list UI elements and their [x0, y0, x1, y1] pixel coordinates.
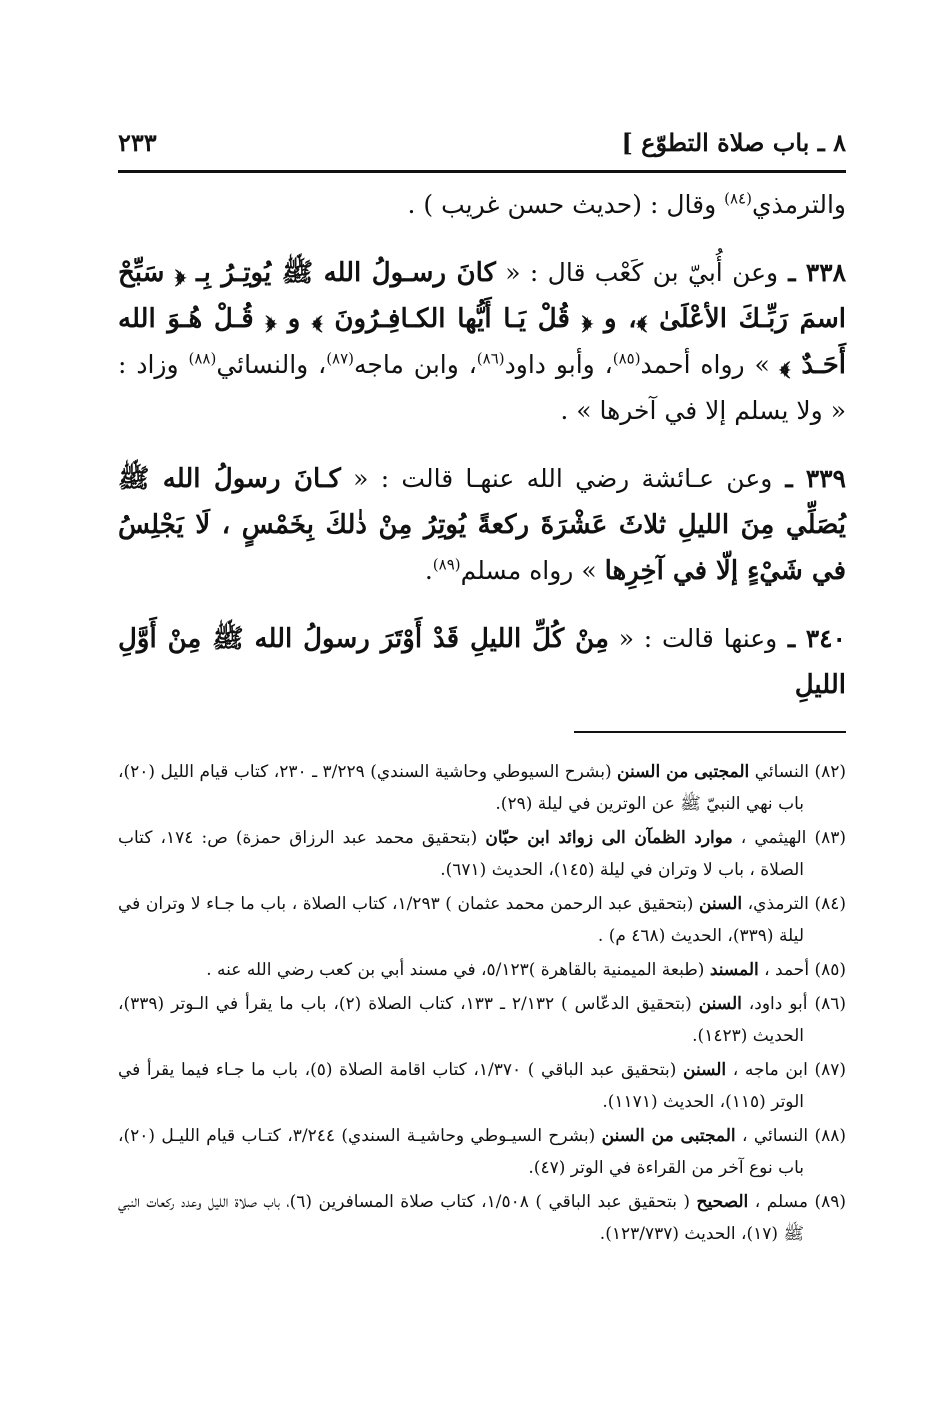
- footnote-source-title: المجتبى من السنن: [617, 762, 750, 782]
- intro-text-2: وقال : (حديث حسن غريب ) .: [407, 190, 725, 219]
- footnote-ref: (٨٥): [612, 349, 641, 368]
- hadith-end: .: [424, 556, 433, 585]
- hadith-quote: كـانَ رسولُ الله ﷺ يُصَلِّي مِنَ الليلِ ثلاثَ عَشْرَةَ ركعةً يُوتِرُ مِنْ ذٰلكَ بِخَمْسٍ ، لَا يَجْلِسُ في شَيْءٍ إلّا في آخِرِها: [118, 464, 846, 586]
- hadith-339: [118, 456, 846, 594]
- hadith-source: ، وأبو داود: [504, 350, 613, 379]
- footnote-text: النسائي ،: [735, 1126, 815, 1146]
- footnote-ref: (٨٦): [476, 349, 505, 368]
- main-text: [118, 182, 846, 708]
- footnote-source-title: موارد الظمآن الى زوائد ابن حبّان: [485, 828, 733, 848]
- hadith-source: » رواه مسلم: [460, 556, 605, 585]
- footnote-text: أحمد ،: [758, 960, 815, 980]
- footnote-source-title: المجتبى من السنن: [601, 1126, 736, 1146]
- header-rule: [118, 170, 846, 173]
- footnote-text: (طبعة الميمنية بالقاهرة )٥/١٢٣، في مسند أبي بن كعب رضي الله عنه .: [206, 960, 710, 980]
- footnote-text: ( بتحقيق عبد الباقي ) ١/٥٠٨، كتاب صلاة المسافرين (٦)، باب صلاة الليل وعدد ركعات النبي ﷺ (١٧)، الحديث (١٢٣/٧٣٧).: [118, 1192, 804, 1244]
- hadith-source: ، والنسائي: [216, 350, 327, 379]
- footnote-ref: (٨٨): [188, 349, 217, 368]
- hadith-narrator: وعن أُبيّ بن كَعْب قال : «: [495, 258, 779, 287]
- footnote: [118, 954, 846, 986]
- chapter-title: ٨ ـ باب صلاة التطوّع ]: [621, 127, 846, 157]
- intro-paragraph: [118, 182, 846, 228]
- footnote-text: الترمذي،: [742, 894, 815, 914]
- footnote-text: النسائي: [749, 762, 815, 782]
- footnote-source-title: السنن: [683, 1060, 727, 1080]
- footnote-text: أبو داود،: [741, 994, 815, 1014]
- footnote-text: (بتحقيق محمد عبد الرزاق حمزة) ص: ١٧٤، كتاب الصلاة ، باب لا وتران في ليلة (١٤٥)، الحديث (٦٧١).: [118, 828, 804, 880]
- footnote-number: (٨٢): [814, 762, 847, 782]
- footnote-number: (٨٣): [814, 828, 846, 848]
- hadith-quote: كانَ رسـولُ الله ﷺ يُوتِـرُ بِـ ﴿ سَبِّحْ اسمَ رَبِّـكَ الأعْلَىٰ ﴾، و ﴿ قُلْ يَـا أَيُّها الكـافِـرُونَ ﴾ و ﴿ قُـلْ هُـوَ الله أَحَـدٌ ﴾: [118, 258, 846, 380]
- page-number: ٢٣٣: [118, 127, 157, 157]
- footnote-number: (٨٧): [814, 1060, 846, 1080]
- footnote-number: (٨٦): [814, 994, 846, 1014]
- footnote-text: (بشرح السيـوطي وحاشيـة السندي) ٣/٢٤٤، كتـاب قيام الليـل (٢٠)، باب نوع آخر من القراءة في الوتر (٤٧).: [118, 1126, 804, 1178]
- footnote-number: (٨٨): [814, 1126, 846, 1146]
- hadith-number: ٣٣٩ ـ: [772, 464, 846, 493]
- footnote-source-title: السنن: [698, 994, 742, 1014]
- hadith-number: ٣٣٨ ـ: [778, 258, 847, 287]
- footnote: [118, 756, 846, 820]
- footnote: [118, 988, 846, 1052]
- footnote: [118, 822, 846, 886]
- footnote: [118, 1120, 846, 1184]
- footnote-text: (بتحقيق الدعّاس ) ٢/١٣٢ ـ ١٣٣، كتاب الصلاة (٢)، باب ما يقرأ في الـوتر (٣٣٩)، الحديث (١٤٢٣).: [118, 994, 804, 1046]
- footnote-text: الهيثمي ،: [732, 828, 815, 848]
- footnote-source-title: السنن: [698, 894, 743, 914]
- footnote-text: مسلم ،: [748, 1192, 815, 1212]
- hadith-narrator: وعنها قالت : «: [608, 624, 778, 653]
- footnote-ref: (٨٩): [432, 555, 461, 574]
- hadith-addition: وزاد : « ولا يسلم إلا في آخرها » .: [118, 350, 846, 425]
- footnote: [118, 1054, 846, 1118]
- footnote-text: (بتحقيق عبد الرحمن محمد عثمان ) ١/٢٩٣، كتاب الصلاة ، باب ما جـاء لا وتران في ليلة (٣٣٩)، الحديث (٤٦٨ م) .: [118, 894, 804, 946]
- intro-text: والترمذي: [751, 190, 846, 219]
- footnote-source-title: الصحيح: [696, 1192, 749, 1212]
- footnote: [118, 1186, 846, 1250]
- footnote-number: (٨٤): [814, 894, 847, 914]
- footnote-ref: (٨٧): [326, 349, 355, 368]
- hadith-number: ٣٤٠ ـ: [777, 624, 846, 653]
- hadith-quote: مِنْ كُلِّ الليلِ قَدْ أَوْتَرَ رسولُ الله ﷺ مِنْ أَوَّلِ الليلِ: [118, 624, 846, 700]
- footnote-source-title: المسند: [709, 960, 759, 980]
- hadith-340: [118, 616, 846, 708]
- hadith-source: » رواه أحمد: [640, 350, 780, 379]
- hadith-narrator: وعن عـائشة رضي الله عنهـا قالت : «: [340, 464, 773, 493]
- footnotes: [118, 756, 846, 1252]
- footnote: [118, 888, 846, 952]
- hadith-source: ، وابن ماجه: [354, 350, 477, 379]
- hadith-338: [118, 250, 846, 434]
- footnote-text: (بتحقيق عبد الباقي ) ١/٣٧٠، كتاب اقامة الصلاة (٥)، باب ما جـاء فيما يقرأ في الوتر (١١٥)، الحديث (١١٧١).: [118, 1060, 804, 1112]
- footnote-rule: [574, 731, 846, 733]
- footnote-number: (٨٩): [814, 1192, 846, 1212]
- footnote-text: ابن ماجه ،: [726, 1060, 815, 1080]
- footnote-ref: (٨٤): [724, 189, 752, 208]
- running-header: [118, 122, 846, 162]
- footnote-text: (بشرح السيوطي وحاشية السندي) ٣/٢٢٩ ـ ٢٣٠، كتاب قيام الليل (٢٠)، باب نهي النبيّ ﷺ عن الوترين في ليلة (٢٩).: [118, 762, 804, 814]
- footnote-number: (٨٥): [814, 960, 846, 980]
